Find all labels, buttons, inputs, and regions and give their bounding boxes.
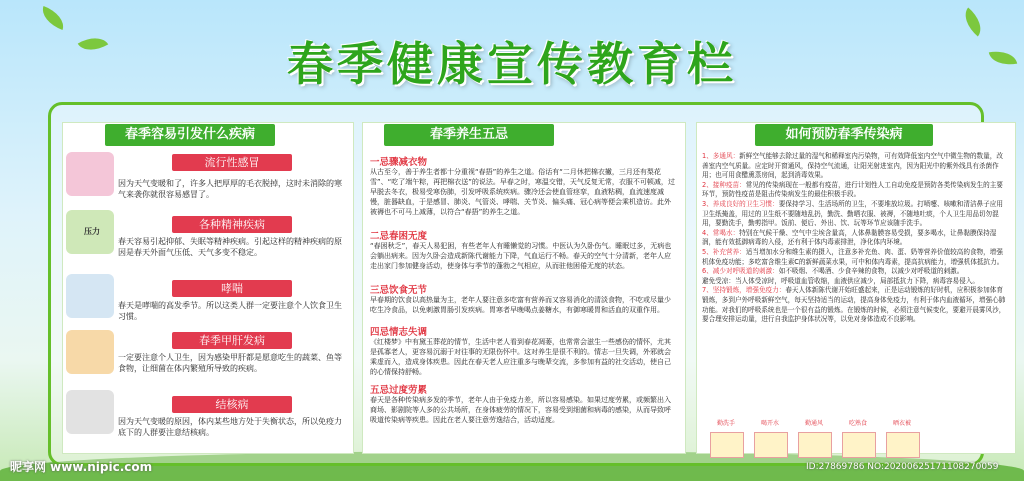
prevention-body: 避免受凉：当人体受凉时，呼吸道血管收缩，血液供应减少，局部抵抗力下降，病毒容易侵入。	[702, 276, 979, 285]
tip-text: 《红楼梦》中有黛玉葬花的情节，生活中老人看到春花凋萎，也常常会滋生一些感伤的情怀，尤其是孤寡老人，更容易沉溺于对往事的无限伤怀中。这对养生是很不利的。情志一旦失调，外邪就会乘虚而入，造成身体疾患。因此在春天老人应注重多与晚辈交流，多参加有益的社交活动，使自己的心情保持舒畅。	[370, 338, 671, 376]
sun-bedding-thumbnail	[886, 432, 920, 458]
disease-text: 一定要注意个人卫生，因为感染甲肝都是愿意吃生的蔬菜、鱼等食物，让细菌在体内繁殖所导致的疾病。	[118, 353, 342, 373]
ventilation-thumbnail	[798, 432, 832, 458]
tip-text: 从古至今，善于养生者都十分重视“春捂”的养生之道。俗话有“二月休把棉衣撇，三月还有梨花雪”、“吃了端午粽，再把棉衣送”的说法。早春之时，寒温交错，天气反复无常，衣服不可顿减，过早脱去冬衣，极易受寒伤肺，引发呼吸系统疾病。骤冷还会使血管痉挛，血液粘稠，血流速度减慢，脏器缺血，于是感冒、肺炎、气管炎、哮喘、关节炎、偏头痛、冠心病等便会乘机造访。此外被褥也不可马上减薄，以符合“春捂”的养生之道。	[370, 168, 675, 216]
tip-text: “春困秋乏”，春天人易犯困，有些老年人有睡懒觉的习惯。中医认为久卧伤气。睡眠过多，无病也会躺出病来。因为久卧会造成新陈代谢能力下降，气血运行不畅。春天的空气十分清新，老年人应走出家门参加健身活动，使身体与季节的蓬勃之气相应，从而驻他困倦无度的状态。	[370, 242, 672, 270]
prevention-label: 1、多通风：	[702, 152, 740, 160]
leaf-decoration	[38, 6, 68, 30]
prevention-body: 常见的传染病现在一般都有疫苗，进行计划性人工自动免疫是预防各类传染病发生的主要环节，预防性疫苗是阻击传染病发生的最佳积极手段。	[702, 180, 1003, 199]
hepatitis-illustration	[66, 330, 114, 374]
prevention-body: 新鲜空气能够去除过量的湿气和稀释室内污染物，可有效降低室内空气中微生物的数量，改善室内空气质量。应定时开窗通风，保持空气流通，让阳光射进室内，因为阳光中的紫外线具有杀菌作用；也可用食醋熏蒸房间，起到消毒效果。	[702, 152, 1003, 180]
tuberculosis-illustration	[66, 390, 114, 434]
stress-label: 压力	[84, 227, 100, 236]
prevention-heading: 如何预防春季传染病	[755, 124, 933, 146]
watermark: 昵享网 www.nipic.com	[10, 460, 153, 474]
cooked-food-thumbnail	[842, 432, 876, 458]
page-title: 春季健康宣传教育栏	[287, 37, 737, 91]
hand-wash-thumbnail	[710, 432, 744, 458]
watermark-id: ID:27869786 NO:20200625171108270059	[806, 462, 999, 472]
disease-tag: 哮喘	[172, 280, 292, 297]
drink-water-thumbnail	[754, 432, 788, 458]
thumb-label: 勤通风	[804, 420, 823, 427]
tip-heading: 二忌春困无度	[370, 231, 428, 242]
tip-heading: 一忌骤减衣物	[370, 157, 428, 168]
prevention-text	[702, 152, 1008, 325]
cold-illustration	[66, 152, 114, 196]
prevention-body: 春天人体新陈代谢开始旺盛起来，正是运动锻炼的好时机，应积极参加体育锻炼，多到户外呼吸新鲜空气，每天坚持适当的运动，提高身体免疫力，有利于体内血液循环，增强心肺功能。对我们的呼吸系统也是一个很有益的锻炼。在锻炼的时候，必须注意气候变化，要避开晨雾风沙，要合理安排运动量，进行自我监护身体状况等，以免对身体造成不良影响。	[702, 286, 1006, 324]
disease-text: 春天是哮喘的高发季节。所以这类人群一定要注意个人饮食卫生习惯。	[118, 301, 342, 321]
prevention-label: 3、养成良好的卫生习惯：	[702, 199, 779, 208]
prevention-label: 5、补充营养：	[702, 247, 746, 256]
disease-tag: 春季甲肝发病	[172, 332, 292, 349]
disease-tag: 结核病	[172, 396, 292, 413]
asthma-illustration	[66, 274, 114, 318]
thumb-label: 喝开水	[760, 420, 779, 427]
prevention-body: 特别在气候干燥、空气中尘埃含量高，人体鼻黏膜容易受损，要多喝水，让鼻黏膜保持湿润，能有效抵御病毒的入侵，还有利于体内毒素排泄，净化体内环境。	[702, 228, 997, 247]
disease-tag: 各种精神疾病	[172, 216, 292, 233]
prevention-label: 4、常喝水：	[702, 228, 740, 237]
disease-text: 因为天气变暖的原因，体内某些地方处于失衡状态，所以免疫力底下的人群要注意结核病。	[118, 417, 342, 437]
prevention-label: 6、减少对呼吸道的刺激：	[702, 267, 779, 276]
disease-text: 因为天气变暖和了，许多人把厚厚的毛衣脱掉，这时未消除的寒气来袭你就很容易感冒了。	[118, 179, 342, 199]
tip-heading: 三忌饮食无节	[370, 285, 428, 296]
tip-text: 早春期的饮食以高热量为主，老年人要注意多吃富有营养而又容易消化的清淡食物，不吃或尽量少吃生冷食品，以免刺激胃肠引发疾病。胃寒者早晚喝点姜糖水，有御寒暖胃和活血的双重作用。	[370, 296, 671, 314]
thumb-label: 晒衣被	[892, 420, 911, 427]
prevention-label: 2、接种疫苗：	[702, 180, 746, 189]
prevention-body: 要保持学习、生活场所的卫生，不要堆放垃圾。打喷嚏、咳嗽和清洁鼻子应用卫生纸掩盖，用过的卫生纸不要随地乱扔，勤洗、勤晒衣服、被褥，不随地吐痰，个人卫生用品切勿混用，要勤洗手，勤剪指甲。饭前、便后、外出、饮、玩等环节应该随手洗手。	[702, 199, 1003, 228]
tip-heading: 五忌过度劳累	[370, 385, 428, 396]
tip-heading: 四忌情志失调	[370, 327, 428, 338]
prevention-body: 适当增加水分和维生素的摄入，注意多补充鱼、肉、蛋、奶等营养价值较高的食物，增强机体免疫功能；多吃富含维生素C的新鲜蔬菜水果，可中和体内毒素，提高抗病能力，增强机体抵抗力。	[702, 247, 1004, 266]
thumb-label: 勤洗手	[716, 420, 735, 427]
disease-heading: 春季容易引发什么疾病	[105, 124, 275, 146]
disease-tag: 流行性感冒	[172, 154, 292, 171]
thumb-label: 吃熟食	[848, 420, 867, 427]
prevention-body: 如不吸烟、不喝酒、少食辛辣的食物，以减少对呼吸道的刺激。	[778, 267, 964, 276]
health-tips-heading: 春季养生五忌	[384, 124, 554, 146]
disease-text: 春天容易引起抑郁、失眠等精神疾病。引起这样的精神疾病的原因是春天外面气压低、天气多变不稳定。	[118, 237, 342, 257]
tip-text: 春天是各种传染病多发的季节，老年人由于免疫力差，所以容易感染。如果过度劳累，或频繁出入商场、影剧院等人多的公共场所，在身体疲劳的情况下，容易受到细菌和病毒的感染，从而导致呼吸道传染病等疾患。因此在老人要注意劳逸结合，活动适度。	[370, 396, 671, 424]
prevention-label: 7、坚持锻炼，增强免疫力：	[702, 286, 786, 295]
